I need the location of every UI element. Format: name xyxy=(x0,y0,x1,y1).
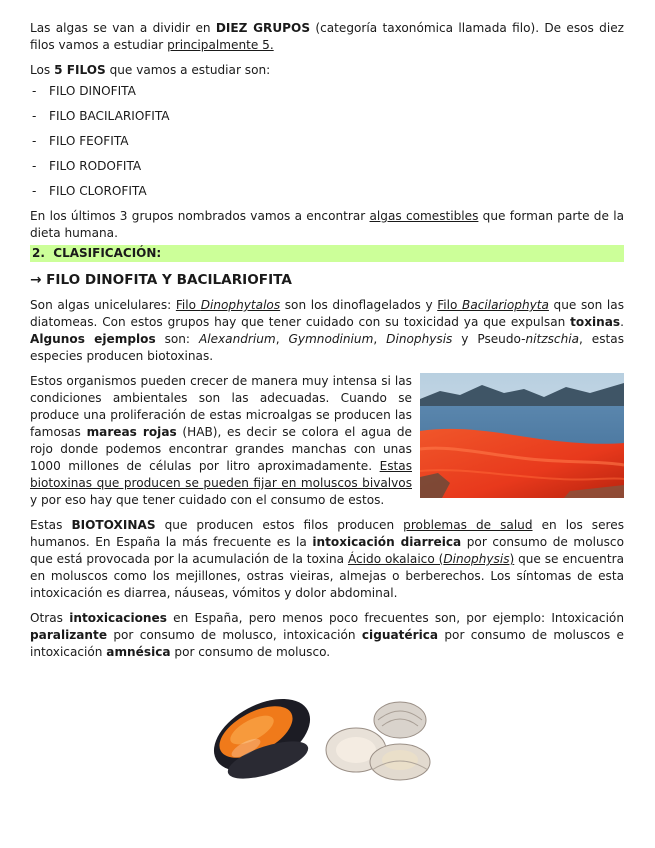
unicellular-paragraph: Son algas unicelulares: Filo Dinophytalos son los dinoflagelados y Filo Bacilariophyta que son las diatomeas. Con estos grupos hay que tener cuidado con su toxicidad ya que expulsan toxinas. Algunos ejemplos son: Alexandrium, Gymnodinium, Dinophysis y Pseudo-nitzschia, estas especies producen biotoxinas. xyxy=(30,298,624,363)
arrow-icon: → xyxy=(30,272,42,288)
edible-algae-paragraph: En los últimos 3 grupos nombrados vamos a encontrar algas comestibles que forman parte de la dieta humana. xyxy=(30,209,624,240)
list-item: - FILO DINOFITA xyxy=(30,83,624,108)
subheading-text: FILO DINOFITA Y BACILARIOFITA xyxy=(46,272,292,288)
list-item: - FILO BACILARIOFITA xyxy=(30,108,624,133)
section-title: CLASIFICACIÓN: xyxy=(53,246,162,260)
intro-paragraph: Las algas se van a dividir en DIEZ GRUPOS (categoría taxonómica llamada filo). De esos diez filos vamos a estudiar principalmente 5. xyxy=(30,21,624,52)
list-item: - FILO RODOFITA xyxy=(30,158,624,183)
biotoxins-paragraph: Estas BIOTOXINAS que producen estos filos producen problemas de salud en los seres humanos. En España la más frecuente es la intoxicación diarreica por consumo de molusco que está provocada por la acumulación de la toxina Ácido okalaico (Dinophysis) que se encuentra en moluscos como los mejillones, ostras vieiras, almejas o berberechos. Los síntomas de esta intoxicación es diarrea, náuseas, vómitos y dolor abdominal. xyxy=(30,518,624,600)
section-number: 2. xyxy=(32,246,45,260)
document-body xyxy=(30,20,624,661)
subheading xyxy=(30,271,624,289)
filos-lead: Los 5 FILOS que vamos a estudiar son: xyxy=(30,63,271,77)
section-heading-band xyxy=(30,245,624,262)
red-tide-photo xyxy=(420,373,624,498)
filos-list xyxy=(30,83,624,208)
shellfish-illustration xyxy=(0,690,655,790)
other-intoxications-paragraph: Otras intoxicaciones en España, pero menos poco frecuentes son, por ejemplo: Intoxicación paralizante por consumo de molusco, intoxicación ciguatérica por consumo de moluscos e intoxicación amnésica por consumo de molusco. xyxy=(30,611,625,659)
list-item: - FILO FEOFITA xyxy=(30,133,624,158)
red-tide-paragraph: Estos organismos pueden crecer de manera muy intensa si las condiciones ambientales son las adecuadas. Cuando se produce una proliferación de estas microalgas se producen las famosas mareas rojas (HAB), es decir se colora el agua de rojo donde podemos encontrar grandes manchas con unas 1000 millones de células por litro aproximadamente. Estas biotoxinas que producen se pueden fijar en moluscos bivalvos y por eso hay que tener cuidado con el consumo de estos. xyxy=(30,374,412,507)
list-item: - FILO CLOROFITA xyxy=(30,183,624,208)
mussel-icon xyxy=(202,690,322,786)
red-tide-section xyxy=(30,373,624,509)
clam-icon xyxy=(326,702,430,780)
